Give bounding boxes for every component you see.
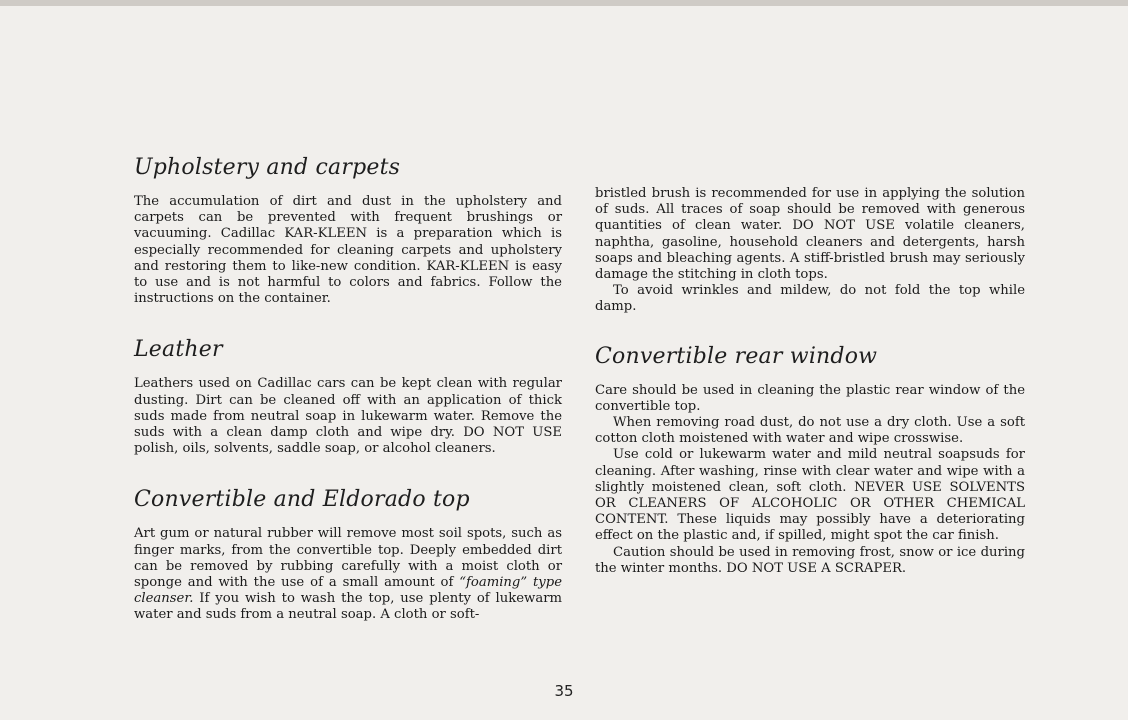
paragraph-upholstery: The accumulation of dirt and dust in the upholstery and carpets can be prevented with frequent brushings or vacuuming. Cadillac KAR-KLEEN is a preparation which is especially recommended for cleaning carpets and upholstery and restoring them to like-new condition. KAR-KLEEN is easy to use and is not harmful to colors and fabrics. Follow the instructions on the container.: [134, 194, 562, 307]
paragraph-leather: Leathers used on Cadillac cars can be kept clean with regular dusting. Dirt can be cleaned off with an application of thick suds made from neutral soap in lukewarm water. Remove the suds with a clean damp cloth and wipe dry. DO NOT USE polish, oils, solvents, saddle soap, or alcohol cleaners.: [134, 376, 562, 457]
paragraph-rear-window-3: Use cold or lukewarm water and mild neutral soapsuds for cleaning. After washing, rinse with clear water and wipe with a slightly moistened clean, soft cloth. NEVER USE SOLVENTS OR CLEANERS OF ALCOHOLIC OR OTHER CHEMICAL CONTENT. These liquids may possibly have a deteriorating effect on the plastic and, if spilled, might spot the car finish.: [595, 447, 1025, 544]
section-convertible-top: [134, 487, 562, 623]
convertible-top-text-1: Art gum or natural rubber will remove most soil spots, such as finger marks, from the convertible top. Deeply embedded dirt can be removed by rubbing carefully with a moist cloth or sponge and with the use of a small amount of: [134, 526, 562, 591]
heading-leather: Leather: [134, 337, 223, 363]
left-column: [134, 155, 562, 654]
heading-upholstery: Upholstery and carpets: [134, 155, 401, 180]
section-upholstery: [134, 155, 562, 307]
paragraph-convertible-top: [134, 526, 562, 623]
right-column: [595, 186, 1025, 577]
paragraph-mildew: To avoid wrinkles and mildew, do not fold the top while damp.: [595, 283, 1025, 315]
convertible-top-text-2: If you wish to wash the top, use plenty of lukewarm water and suds from a neutral soap. A cloth or soft-: [134, 591, 562, 623]
section-leather: [134, 337, 562, 457]
page-top-edge: [0, 0, 1128, 6]
heading-convertible-top: Convertible and Eldorado top: [134, 487, 470, 513]
foaming-cleanser-emphasis: “foaming” type cleanser.: [134, 575, 562, 607]
page-number: 35: [554, 682, 574, 700]
paragraph-rear-window-4: Caution should be used in removing frost, snow or ice during the winter months. DO NOT USE A SCRAPER.: [595, 544, 1025, 576]
paragraph-rear-window-2: When removing road dust, do not use a dry cloth. Use a soft cotton cloth moistened with water and wipe crosswise.: [595, 415, 1025, 447]
paragraph-convertible-top-continued: bristled brush is recommended for use in applying the solution of suds. All traces of soap should be removed with generous quantities of clean water. DO NOT USE volatile cleaners, naphtha, gasoline, household cleaners and detergents, harsh soaps and bleaching agents. A stiff-bristled brush may seriously damage the stitching in cloth tops.: [595, 186, 1025, 283]
heading-rear-window: Convertible rear window: [595, 343, 878, 369]
paragraph-rear-window-1: Care should be used in cleaning the plastic rear window of the convertible top.: [595, 382, 1025, 414]
